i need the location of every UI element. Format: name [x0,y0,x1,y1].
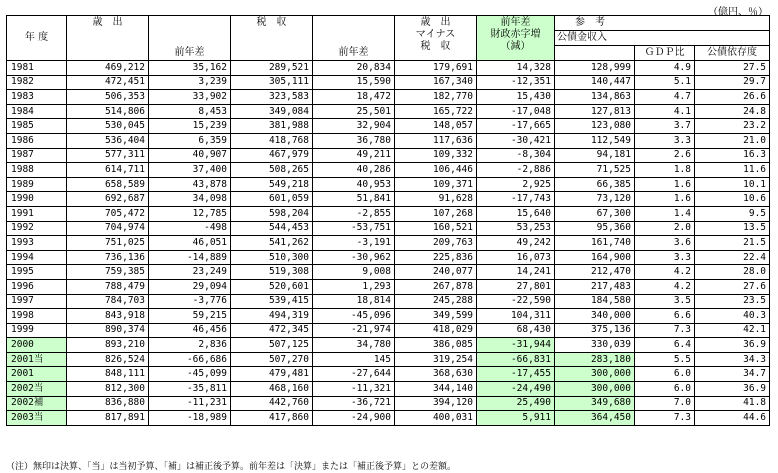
gap-cell: 107,268 [395,206,477,221]
table-row [7,352,770,367]
tax-diff-cell: -30,962 [313,250,395,265]
spending-diff-cell: -14,889 [149,250,231,265]
dependency-cell: 16.3 [695,148,770,163]
spending-cell: 817,891 [67,411,149,426]
spending-diff-cell: 40,907 [149,148,231,163]
spending-cell: 530,045 [67,119,149,134]
spending-diff-cell: -66,686 [149,352,231,367]
spending-diff-cell: 3,239 [149,75,231,90]
tax-cell: 549,218 [231,177,313,192]
year-cell: 1998 [7,309,67,324]
spending-diff-cell: -18,989 [149,411,231,426]
spending-diff-cell: -11,231 [149,396,231,411]
table-row [7,119,770,134]
spending-cell: 826,524 [67,352,149,367]
spending-diff-cell: 12,785 [149,206,231,221]
bond-cell: 123,080 [555,119,635,134]
gap-diff-cell: 53,253 [477,221,555,236]
bond-cell: 164,900 [555,250,635,265]
table-row [7,323,770,338]
gap-cell: 245,288 [395,294,477,309]
gap-diff-cell: -17,665 [477,119,555,134]
tax-diff-cell: -45,096 [313,309,395,324]
spending-diff-cell: 59,215 [149,309,231,324]
bond-cell: 217,483 [555,279,635,294]
gdp-ratio-cell: 5.1 [635,75,695,90]
bond-cell: 66,385 [555,177,635,192]
gdp-ratio-cell: 3.6 [635,236,695,251]
bond-cell: 212,470 [555,265,635,280]
tax-cell: 520,601 [231,279,313,294]
gdp-ratio-cell: 3.3 [635,250,695,265]
gdp-ratio-cell: 2.6 [635,148,695,163]
spending-cell: 843,918 [67,309,149,324]
year-cell: 1993 [7,236,67,251]
tax-cell: 539,415 [231,294,313,309]
bond-cell: 161,740 [555,236,635,251]
year-cell: 1982 [7,75,67,90]
header-gap-diff: 前年差 財政赤字増 （減） [477,16,555,61]
gap-cell: 182,770 [395,90,477,105]
tax-diff-cell: -11,321 [313,382,395,397]
tax-diff-cell: 40,286 [313,163,395,178]
gdp-ratio-cell: 6.4 [635,338,695,353]
spending-diff-cell: 33,902 [149,90,231,105]
spending-cell: 736,136 [67,250,149,265]
fiscal-table [6,15,770,426]
spending-cell: 536,404 [67,133,149,148]
dependency-cell: 29.7 [695,75,770,90]
gdp-ratio-cell: 5.5 [635,352,695,367]
table-row [7,148,770,163]
gap-diff-cell: 15,640 [477,206,555,221]
gap-cell: 91,628 [395,192,477,207]
tax-cell: 323,583 [231,90,313,105]
header-gap: 歳 出 マイナス 税 収 [395,16,477,61]
dependency-cell: 26.6 [695,90,770,105]
dependency-cell: 10.6 [695,192,770,207]
tax-diff-cell: -27,644 [313,367,395,382]
year-cell: 1985 [7,119,67,134]
gap-cell: 344,140 [395,382,477,397]
gap-diff-cell: 25,490 [477,396,555,411]
gdp-ratio-cell: 4.9 [635,61,695,76]
gdp-ratio-cell: 3.5 [635,294,695,309]
tax-cell: 305,111 [231,75,313,90]
spending-diff-cell: 35,162 [149,61,231,76]
gap-cell: 209,763 [395,236,477,251]
gdp-ratio-cell: 7.3 [635,323,695,338]
bond-cell: 128,999 [555,61,635,76]
tax-diff-cell: 20,834 [313,61,395,76]
gdp-ratio-cell: 1.6 [635,192,695,207]
spending-cell: 812,300 [67,382,149,397]
spending-diff-cell: 43,878 [149,177,231,192]
gap-cell: 160,521 [395,221,477,236]
spending-cell: 658,589 [67,177,149,192]
gap-cell: 319,254 [395,352,477,367]
tax-diff-cell: 18,814 [313,294,395,309]
tax-cell: 510,300 [231,250,313,265]
gap-diff-cell: -66,831 [477,352,555,367]
dependency-cell: 41.8 [695,396,770,411]
tax-cell: 601,059 [231,192,313,207]
unit-label: （億円、％） [708,7,768,18]
header-year: 年 度 [7,16,67,61]
spending-cell: 514,806 [67,104,149,119]
gap-cell: 240,077 [395,265,477,280]
bond-cell: 71,525 [555,163,635,178]
tax-cell: 381,988 [231,119,313,134]
spending-diff-cell: -35,811 [149,382,231,397]
spending-cell: 692,687 [67,192,149,207]
gdp-ratio-cell: 7.0 [635,396,695,411]
tax-diff-cell: 25,501 [313,104,395,119]
tax-cell: 349,084 [231,104,313,119]
tax-diff-cell: 18,472 [313,90,395,105]
gap-cell: 109,332 [395,148,477,163]
spending-cell: 577,311 [67,148,149,163]
gap-diff-cell: -8,304 [477,148,555,163]
table-row [7,367,770,382]
tax-diff-cell: 32,904 [313,119,395,134]
header-bond-revenue: 公債金収入 [555,31,770,46]
bond-cell: 340,000 [555,309,635,324]
gap-diff-cell: 16,073 [477,250,555,265]
gdp-ratio-cell: 6.0 [635,367,695,382]
dependency-cell: 42.1 [695,323,770,338]
dependency-cell: 10.1 [695,177,770,192]
year-cell: 2002当 [7,382,67,397]
dependency-cell: 13.5 [695,221,770,236]
dependency-cell: 21.0 [695,133,770,148]
tax-diff-cell: 34,780 [313,338,395,353]
tax-cell: 541,262 [231,236,313,251]
gap-diff-cell: -17,048 [477,104,555,119]
gdp-ratio-cell: 4.1 [635,104,695,119]
gap-cell: 225,836 [395,250,477,265]
dependency-cell: 23.5 [695,294,770,309]
dependency-cell: 27.6 [695,279,770,294]
spending-cell: 893,210 [67,338,149,353]
gap-diff-cell: -22,590 [477,294,555,309]
bond-cell: 94,181 [555,148,635,163]
year-cell: 1984 [7,104,67,119]
spending-diff-cell: 2,836 [149,338,231,353]
bond-cell: 73,120 [555,192,635,207]
tax-diff-cell: 15,590 [313,75,395,90]
spending-cell: 836,880 [67,396,149,411]
tax-diff-cell: 51,841 [313,192,395,207]
table-row [7,411,770,426]
footnote: （注）無印は決算、「当」は当初予算、「補」は補正後予算。前年差は「決算」または「補正後予算」との差額。 [6,462,457,472]
tax-cell: 418,768 [231,133,313,148]
gap-diff-cell: 15,430 [477,90,555,105]
bond-cell: 375,136 [555,323,635,338]
gdp-ratio-cell: 6.6 [635,309,695,324]
spending-cell: 506,353 [67,90,149,105]
tax-cell: 508,265 [231,163,313,178]
year-cell: 1988 [7,163,67,178]
dependency-cell: 34.3 [695,352,770,367]
year-cell: 2001当 [7,352,67,367]
table-row [7,382,770,397]
gap-cell: 418,029 [395,323,477,338]
spending-cell: 759,385 [67,265,149,280]
spending-diff-cell: 34,098 [149,192,231,207]
year-cell: 1983 [7,90,67,105]
year-cell: 2001 [7,367,67,382]
bond-cell: 300,000 [555,367,635,382]
spending-cell: 705,472 [67,206,149,221]
dependency-cell: 44.6 [695,411,770,426]
tax-cell: 507,270 [231,352,313,367]
spending-cell: 784,703 [67,294,149,309]
tax-cell: 472,345 [231,323,313,338]
gap-diff-cell: -31,944 [477,338,555,353]
spending-cell: 751,025 [67,236,149,251]
gap-diff-cell: -17,743 [477,192,555,207]
spending-cell: 704,974 [67,221,149,236]
bond-cell: 95,360 [555,221,635,236]
bond-cell: 127,813 [555,104,635,119]
spending-diff-cell: 23,249 [149,265,231,280]
header-tax-diff: 前年差 [313,16,395,61]
gap-diff-cell: 14,241 [477,265,555,280]
gap-diff-cell: -12,351 [477,75,555,90]
dependency-cell: 21.5 [695,236,770,251]
spending-cell: 848,111 [67,367,149,382]
dependency-cell: 22.4 [695,250,770,265]
table-row [7,206,770,221]
table-row [7,104,770,119]
spending-diff-cell: 46,456 [149,323,231,338]
dependency-cell: 36.9 [695,382,770,397]
year-cell: 1990 [7,192,67,207]
bond-cell: 349,680 [555,396,635,411]
gap-cell: 109,371 [395,177,477,192]
gap-cell: 349,599 [395,309,477,324]
header-spending: 歳 出 [67,16,149,61]
header-gdp-ratio: ＧＤＰ比 [635,46,695,61]
table-row [7,279,770,294]
table-row [7,250,770,265]
gdp-ratio-cell: 6.0 [635,382,695,397]
spending-diff-cell: -3,776 [149,294,231,309]
tax-cell: 289,521 [231,61,313,76]
tax-cell: 519,308 [231,265,313,280]
gap-cell: 165,722 [395,104,477,119]
gap-diff-cell: 68,430 [477,323,555,338]
table-row [7,265,770,280]
table-row [7,294,770,309]
tax-cell: 507,125 [231,338,313,353]
tax-diff-cell: -53,751 [313,221,395,236]
dependency-cell: 36.9 [695,338,770,353]
table-row [7,309,770,324]
year-cell: 1996 [7,279,67,294]
header-spending-diff: 前年差 [149,16,231,61]
year-cell: 1987 [7,148,67,163]
tax-diff-cell: -3,191 [313,236,395,251]
tax-cell: 544,453 [231,221,313,236]
gdp-ratio-cell: 4.2 [635,279,695,294]
spending-diff-cell: 6,359 [149,133,231,148]
year-cell: 2000 [7,338,67,353]
year-cell: 1981 [7,61,67,76]
gdp-ratio-cell: 4.7 [635,90,695,105]
bond-cell: 330,039 [555,338,635,353]
tax-diff-cell: 145 [313,352,395,367]
tax-cell: 468,160 [231,382,313,397]
table-row [7,61,770,76]
tax-diff-cell: 40,953 [313,177,395,192]
bond-cell: 364,450 [555,411,635,426]
gap-diff-cell: -17,455 [477,367,555,382]
tax-diff-cell: 9,008 [313,265,395,280]
gap-diff-cell: 2,925 [477,177,555,192]
dependency-cell: 23.2 [695,119,770,134]
spending-cell: 614,711 [67,163,149,178]
table-row [7,221,770,236]
spending-cell: 890,374 [67,323,149,338]
gap-cell: 267,878 [395,279,477,294]
gap-cell: 106,446 [395,163,477,178]
table-row [7,75,770,90]
gdp-ratio-cell: 3.7 [635,119,695,134]
gdp-ratio-cell: 1.8 [635,163,695,178]
year-cell: 1991 [7,206,67,221]
dependency-cell: 40.3 [695,309,770,324]
tax-cell: 598,204 [231,206,313,221]
dependency-cell: 28.0 [695,265,770,280]
tax-cell: 494,319 [231,309,313,324]
table-row [7,396,770,411]
gap-diff-cell: 49,242 [477,236,555,251]
gap-diff-cell: 14,328 [477,61,555,76]
table-row [7,133,770,148]
spending-diff-cell: -498 [149,221,231,236]
gap-cell: 368,630 [395,367,477,382]
gap-cell: 386,085 [395,338,477,353]
tax-diff-cell: 49,211 [313,148,395,163]
table-row [7,163,770,178]
table-row [7,192,770,207]
gap-cell: 167,340 [395,75,477,90]
gap-cell: 179,691 [395,61,477,76]
header-tax: 税 収 [231,16,313,61]
dependency-cell: 27.5 [695,61,770,76]
table-row [7,236,770,251]
dependency-cell: 24.8 [695,104,770,119]
gap-diff-cell: -30,421 [477,133,555,148]
year-cell: 1986 [7,133,67,148]
dependency-cell: 9.5 [695,206,770,221]
tax-diff-cell: -36,721 [313,396,395,411]
spending-diff-cell: 8,453 [149,104,231,119]
tax-diff-cell: -21,974 [313,323,395,338]
gap-diff-cell: 27,801 [477,279,555,294]
spending-diff-cell: 46,051 [149,236,231,251]
tax-diff-cell: 1,293 [313,279,395,294]
spending-cell: 788,479 [67,279,149,294]
bond-cell: 112,549 [555,133,635,148]
table-row [7,177,770,192]
year-cell: 1997 [7,294,67,309]
dependency-cell: 34.7 [695,367,770,382]
year-cell: 1989 [7,177,67,192]
gdp-ratio-cell: 1.6 [635,177,695,192]
gap-cell: 117,636 [395,133,477,148]
year-cell: 1995 [7,265,67,280]
bond-cell: 140,447 [555,75,635,90]
year-cell: 1999 [7,323,67,338]
bond-cell: 134,863 [555,90,635,105]
year-cell: 1992 [7,221,67,236]
tax-cell: 417,860 [231,411,313,426]
gdp-ratio-cell: 3.3 [635,133,695,148]
tax-diff-cell: -2,855 [313,206,395,221]
gdp-ratio-cell: 4.2 [635,265,695,280]
gdp-ratio-cell: 2.0 [635,221,695,236]
spending-cell: 472,451 [67,75,149,90]
year-cell: 2002補 [7,396,67,411]
tax-cell: 479,481 [231,367,313,382]
tax-cell: 442,760 [231,396,313,411]
tax-cell: 467,979 [231,148,313,163]
tax-diff-cell: -24,900 [313,411,395,426]
header-dependency: 公債依存度 [695,46,770,61]
spending-diff-cell: 37,400 [149,163,231,178]
table-row [7,90,770,105]
gap-diff-cell: 5,911 [477,411,555,426]
spending-diff-cell: -45,099 [149,367,231,382]
spending-diff-cell: 29,094 [149,279,231,294]
gap-cell: 148,057 [395,119,477,134]
spending-diff-cell: 15,239 [149,119,231,134]
bond-cell: 300,000 [555,382,635,397]
gdp-ratio-cell: 7.3 [635,411,695,426]
bond-cell: 184,580 [555,294,635,309]
gap-diff-cell: -24,490 [477,382,555,397]
year-cell: 2003当 [7,411,67,426]
gap-diff-cell: -2,886 [477,163,555,178]
spending-cell: 469,212 [67,61,149,76]
gap-diff-cell: 104,311 [477,309,555,324]
bond-cell: 283,180 [555,352,635,367]
year-cell: 1994 [7,250,67,265]
tax-diff-cell: 36,780 [313,133,395,148]
gdp-ratio-cell: 1.4 [635,206,695,221]
gap-cell: 394,120 [395,396,477,411]
gap-cell: 400,031 [395,411,477,426]
table-row [7,338,770,353]
dependency-cell: 11.6 [695,163,770,178]
bond-cell: 67,300 [555,206,635,221]
header-reference: 参 考 [555,16,770,31]
